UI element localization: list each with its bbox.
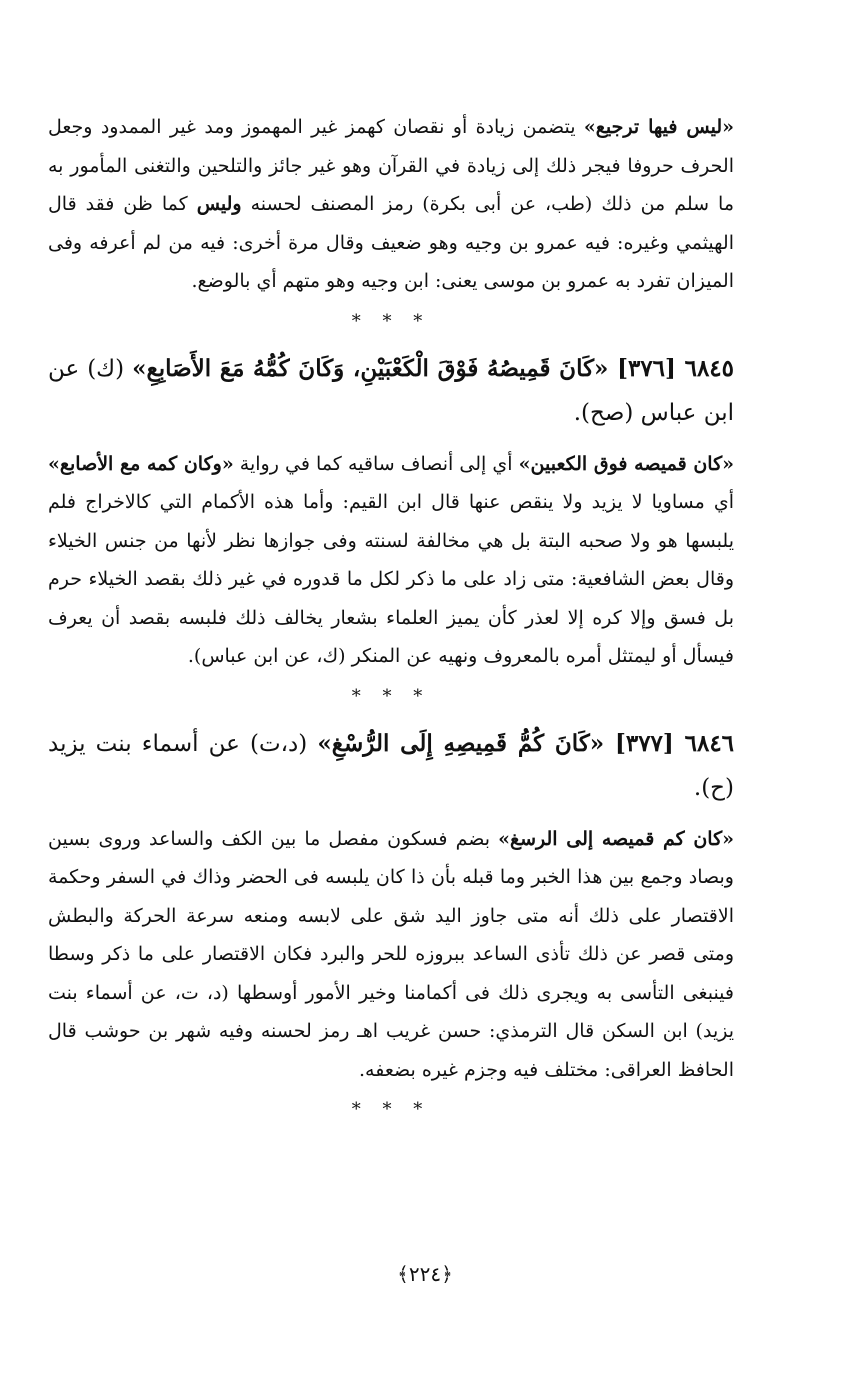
commentary-block-1 [48,108,734,301]
hadith-source: (ك) عن ابن عباس (صح). [48,355,734,426]
quoted-phrase: «كان قميصه فوق الكعبين» [518,452,734,475]
section-separator: * * * [351,1099,431,1120]
section-separator: * * * [351,310,431,332]
quoted-phrase: «وكان كمه مع الأصابع» [48,452,234,475]
hadith-6845 [48,347,734,435]
hadith-text: ٦٨٤٥ [٣٧٦] «كَانَ قَمِيصُهُ فَوْقَ الْكَعْبَيْنِ، وَكَانَ كُمُّهُ مَعَ الأَصَابِعِ» [132,354,735,382]
commentary-text: كما ظن فقد قال الهيثمي وغيره: فيه عمرو بن وجيه وهو ضعيف وقال مرة أخرى: فيه من لم أعرفه وفى الميزان تفرد به عمرو بن موسى يعنى: ابن وجيه وهو متهم أي بالوضع. [48,193,734,292]
hadith-6846 [48,722,734,810]
quoted-phrase: «ليس فيها ترجيع» [583,116,735,138]
page-body [48,108,734,1135]
page-number: ﴿٢٢٤﴾ [397,1262,453,1286]
hadith-text: ٦٨٤٦ [٣٧٧] «كَانَ كُمُّ قَمِيصِهِ إِلَى الرُّسْغِ» [317,729,735,757]
commentary-text: يتضمن زيادة أو نقصان كهمز غير المهموز ومد غير الممدود وجعل الحرف حروفا فيجر ذلك إلى زيادة في القرآن وهو غير جائز والتلحين والتغنى المأمور به ما سلم من ذلك (طب، عن أبى بكرة) رمز المصنف لحسنه [48,116,734,215]
hadith-source: (د،ت) عن أسماء بنت يزيد (ح). [48,730,734,801]
commentary-text: أي مساويا لا يزيد ولا ينقص عنها قال ابن القيم: وأما هذه الأكمام التي كالاخراج فلم يلبسها هو ولا صحبه البتة بل هي مخالفة لسنته وفى جوازها نظر لأنها من جنس الخيلاء وقال بعض الشافعية: متى زاد على ما ذكر لكل ما قدوره في غير ذلك بقصد الخيلاء حرم بل فسق وإلا كره إلا لعذر كأن يميز العلماء بشعار يخالف ذلك فلبسه بقصد أن يعرف فيسأل أو ليمتثل أمره بالمعروف ونهيه عن المنكر (ك، عن ابن عباس). [48,491,734,667]
section-separator: * * * [351,685,431,707]
commentary-text: بضم فسكون مفصل ما بين الكف والساعد وروى بسين وبصاد وجمع بين هذا الخبر وما قبله بأن ذا كان يلبسه فى الحضر وذاك في السفر وحكمة الاقتصار على ذلك أنه متى جاوز اليد شق على لابسه ومنعه سرعة الحركة والبطش ومتى قصر عن ذلك تأذى الساعد ببروزه للحر والبرد فكان الاقتصار على ما ذكر وسطا فينبغى التأسى به ويجرى ذلك فى أكمامنا وخير الأمور أوسطها (د، ت، عن أسماء بنت يزيد) ابن السكن قال الترمذي: حسن غريب اهـ رمز لحسنه وفيه شهر بن حوشب قال الحافظ العراقى: مختلف فيه وجزم غيره بضعفه. [48,827,734,1081]
commentary-text: أي إلى أنصاف ساقيه كما في رواية [233,452,519,475]
commentary-block-2 [48,445,734,676]
quoted-phrase: «كان كم قميصه إلى الرسغ» [498,827,734,850]
commentary-block-3 [48,820,734,1090]
quoted-phrase: وليس [196,193,242,215]
